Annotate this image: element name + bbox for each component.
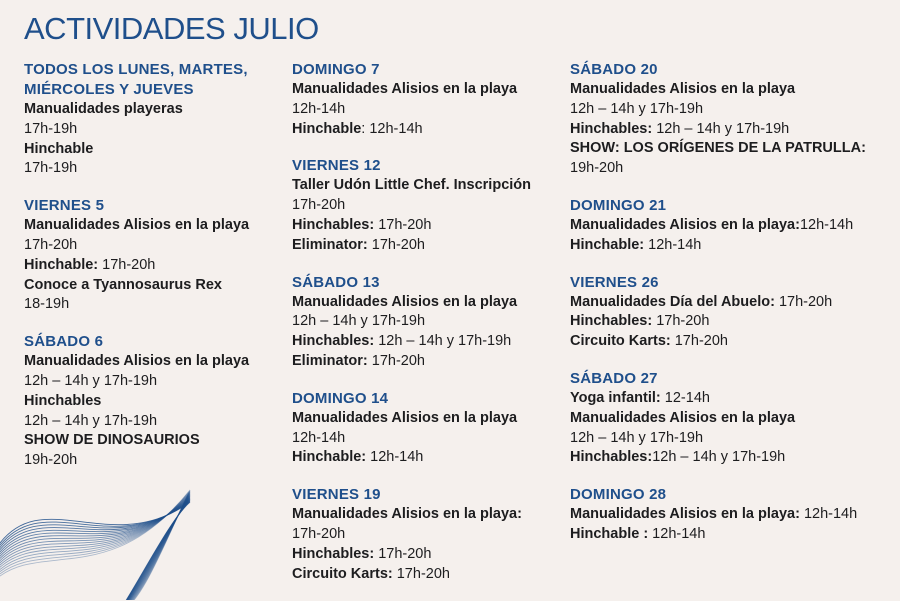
activity-line bbox=[24, 372, 284, 392]
day-heading: VIERNES 19 bbox=[292, 486, 381, 504]
activity-line bbox=[24, 451, 284, 471]
day-heading: TODOS LOS LUNES, MARTES, MIÉRCOLES Y JUEVES bbox=[24, 61, 248, 98]
activity-time: 18-19h bbox=[24, 296, 70, 313]
activity-time: 12h-14h bbox=[648, 525, 706, 542]
day-section bbox=[570, 273, 890, 352]
activity-time: 19h-20h bbox=[24, 452, 78, 469]
activity-line bbox=[292, 332, 562, 352]
day-heading: VIERNES 26 bbox=[570, 273, 659, 291]
activity-line bbox=[570, 525, 890, 545]
activity-line bbox=[24, 159, 284, 179]
day-heading: SÁBADO 27 bbox=[570, 369, 658, 387]
activity-label: Hinchable bbox=[24, 140, 94, 157]
activity-line bbox=[570, 216, 890, 236]
activity-line bbox=[24, 392, 284, 412]
activity-line bbox=[24, 276, 284, 296]
wave-line bbox=[0, 495, 190, 600]
day-section bbox=[292, 485, 562, 584]
activity-line bbox=[570, 236, 890, 256]
activity-line bbox=[292, 545, 562, 565]
activity-time: 12h – 14h y 17h-19h bbox=[24, 412, 158, 429]
activity-label: Circuito Karts: bbox=[570, 333, 671, 350]
activity-line bbox=[292, 312, 562, 332]
activity-time: 19h-20h bbox=[570, 160, 624, 177]
activity-label: Manualidades Alisios en la playa bbox=[570, 409, 796, 426]
day-heading: SÁBADO 20 bbox=[570, 61, 658, 78]
activity-label: Manualidades Alisios en la playa bbox=[292, 81, 518, 97]
activity-time: 17h-19h bbox=[24, 160, 78, 177]
activity-line bbox=[292, 176, 562, 196]
activity-line bbox=[570, 505, 890, 525]
day-heading: SÁBADO 13 bbox=[292, 273, 380, 291]
activity-time: 17h-20h bbox=[292, 525, 346, 542]
activity-line bbox=[570, 448, 890, 468]
activity-line bbox=[292, 80, 562, 100]
activity-line bbox=[570, 332, 890, 352]
page-title bbox=[24, 10, 319, 48]
day-section bbox=[570, 369, 890, 468]
schedule-column-2 bbox=[292, 60, 562, 601]
activity-label: Hinchables: bbox=[292, 545, 375, 562]
wave-lines-graphic bbox=[0, 470, 200, 600]
activity-line bbox=[570, 429, 890, 449]
activity-time: 17h-20h bbox=[774, 293, 833, 310]
day-heading: VIERNES 12 bbox=[292, 157, 381, 175]
activity-time: 12h-14h bbox=[366, 449, 424, 466]
activity-label: Manualidades playeras bbox=[24, 101, 183, 117]
activity-line bbox=[292, 352, 562, 372]
activity-time: 17h-19h bbox=[24, 120, 78, 137]
day-section bbox=[292, 389, 562, 468]
activity-label: Hinchables: bbox=[292, 216, 375, 233]
day-heading: VIERNES 5 bbox=[24, 197, 105, 215]
activity-time: 17h-20h bbox=[98, 256, 156, 273]
activity-label: Eliminator: bbox=[292, 352, 368, 369]
activity-label: Manualidades Alisios en la playa bbox=[292, 293, 518, 310]
activity-line bbox=[292, 293, 562, 313]
activity-label: Hinchable: bbox=[24, 256, 99, 273]
activity-line bbox=[292, 100, 562, 120]
day-section bbox=[570, 485, 890, 545]
activity-line bbox=[24, 431, 284, 451]
activity-time: 12h – 14h y 17h-19h bbox=[570, 429, 704, 446]
activity-line bbox=[292, 429, 562, 449]
activity-line bbox=[570, 139, 890, 159]
day-section bbox=[570, 60, 890, 179]
activity-time: 17h-20h bbox=[392, 565, 450, 582]
activity-time: 12h-14h bbox=[799, 216, 854, 233]
activity-label: Manualidades Alisios en la playa bbox=[24, 353, 250, 370]
activity-label: Hinchable : bbox=[570, 525, 649, 542]
activity-time: 12h-14h bbox=[644, 236, 702, 253]
activity-line bbox=[570, 100, 890, 120]
activity-line bbox=[24, 352, 284, 372]
activity-line bbox=[570, 389, 890, 409]
activity-label: Hinchables: bbox=[292, 333, 375, 350]
activity-label: SHOW: LOS ORÍGENES DE LA PATRULLA: bbox=[570, 140, 866, 157]
activity-line bbox=[24, 216, 284, 236]
activity-line bbox=[24, 140, 284, 160]
day-section bbox=[570, 196, 890, 256]
activity-label: Hinchables: bbox=[570, 120, 653, 137]
activity-label: Manualidades Alisios en la playa bbox=[292, 409, 518, 426]
day-heading: DOMINGO 7 bbox=[292, 61, 380, 78]
activity-label: Hinchable: bbox=[570, 236, 645, 253]
activity-time: 17h-20h bbox=[374, 545, 432, 562]
activity-line bbox=[24, 256, 284, 276]
activity-line bbox=[24, 236, 284, 256]
activity-line bbox=[292, 505, 562, 525]
activity-time: 17h-20h bbox=[292, 197, 346, 214]
activity-line bbox=[292, 216, 562, 236]
activity-time: 17h-20h bbox=[367, 352, 425, 369]
activity-time: 12h – 14h y 17h-19h bbox=[652, 449, 786, 466]
activity-time: 17h-20h bbox=[24, 236, 78, 253]
activity-line bbox=[292, 120, 562, 140]
title-month: JULIO bbox=[233, 11, 319, 46]
activity-line bbox=[292, 448, 562, 468]
activity-time: 17h-20h bbox=[670, 333, 728, 350]
activity-line bbox=[24, 120, 284, 140]
activity-label: Manualidades Alisios en la playa: bbox=[292, 506, 522, 523]
day-section bbox=[24, 196, 284, 315]
activity-time: 12h – 14h y 17h-19h bbox=[570, 100, 704, 117]
day-heading: DOMINGO 28 bbox=[570, 486, 667, 504]
activity-line bbox=[570, 409, 890, 429]
day-heading: SÁBADO 6 bbox=[24, 333, 104, 351]
activity-time: 12h – 14h y 17h-19h bbox=[652, 120, 790, 137]
activity-line bbox=[292, 565, 562, 585]
activity-line bbox=[570, 312, 890, 332]
activity-label: Manualidades Alisios en la playa: bbox=[570, 216, 800, 233]
activity-label: Hinchable bbox=[292, 120, 362, 137]
activity-label: Manualidades Alisios en la playa: bbox=[570, 506, 800, 523]
day-section bbox=[292, 60, 562, 139]
activity-line bbox=[292, 196, 562, 216]
activity-label: Manualidades Alisios en la playa bbox=[570, 81, 796, 97]
activity-label: Hinchable: bbox=[292, 449, 367, 466]
activity-time: 12-14h bbox=[660, 389, 710, 406]
activity-label: Conoce a Tyannosaurus Rex bbox=[24, 276, 222, 293]
activity-line bbox=[292, 236, 562, 256]
activity-time: : 12h-14h bbox=[361, 120, 423, 137]
day-section bbox=[292, 156, 562, 255]
activity-label: Hinchables bbox=[24, 392, 102, 409]
activity-time: 17h-20h bbox=[367, 236, 425, 253]
activity-label: Manualidades Día del Abuelo: bbox=[570, 293, 775, 310]
day-heading: DOMINGO 21 bbox=[570, 196, 667, 214]
activity-line bbox=[292, 409, 562, 429]
day-section bbox=[292, 273, 562, 372]
activity-label: Yoga infantil: bbox=[570, 389, 661, 406]
schedule-column-1 bbox=[24, 60, 284, 488]
activity-time: 12h – 14h y 17h-19h bbox=[374, 333, 512, 350]
activity-label: Manualidades Alisios en la playa bbox=[24, 217, 250, 234]
activity-label: Taller Udón Little Chef. Inscripción bbox=[292, 177, 532, 194]
activity-time: 12h – 14h y 17h-19h bbox=[292, 313, 426, 330]
activity-time: 17h-20h bbox=[374, 216, 432, 233]
activity-time: 12h – 14h y 17h-19h bbox=[24, 372, 158, 389]
schedule-column-3 bbox=[570, 60, 890, 562]
activity-label: Eliminator: bbox=[292, 236, 368, 253]
activity-line bbox=[24, 100, 284, 120]
activity-label: Hinchables: bbox=[570, 449, 653, 466]
activity-time: 12h-14h bbox=[799, 506, 858, 523]
activity-line bbox=[570, 80, 890, 100]
activity-label: Circuito Karts: bbox=[292, 565, 393, 582]
day-section bbox=[24, 60, 284, 179]
activity-label: Hinchables: bbox=[570, 313, 653, 330]
activity-line bbox=[24, 412, 284, 432]
activity-time: 12h-14h bbox=[292, 429, 346, 446]
activity-label: SHOW DE DINOSAURIOS bbox=[24, 432, 200, 449]
activity-time: 17h-20h bbox=[652, 313, 710, 330]
activity-line bbox=[570, 293, 890, 313]
activity-line bbox=[570, 159, 890, 179]
activity-time: 12h-14h bbox=[292, 100, 346, 117]
title-main: ACTIVIDADES bbox=[24, 11, 226, 46]
activity-line bbox=[24, 295, 284, 315]
activity-line bbox=[570, 120, 890, 140]
activity-line bbox=[292, 525, 562, 545]
day-heading: DOMINGO 14 bbox=[292, 389, 389, 407]
day-section bbox=[24, 332, 284, 471]
